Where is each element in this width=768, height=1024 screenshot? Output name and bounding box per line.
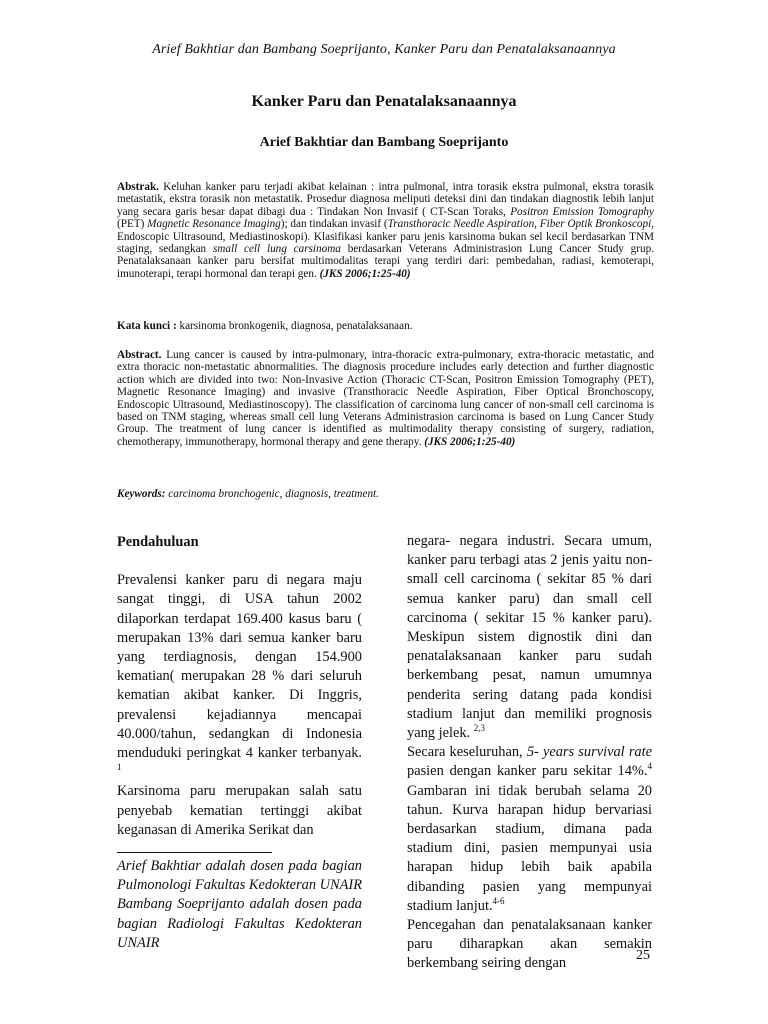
reference-marker: 4 (647, 761, 652, 772)
abstract-id-text: Endoscopic Ultrasound, Mediastinoskopi). Klasifikasi kanker paru jenis karsinoma bukan sel kecil berdasarkan TNM staging, sedangkan (117, 230, 654, 256)
left-column (117, 533, 362, 953)
running-head: Arief Bakhtiar dan Bambang Soeprijanto, Kanker Paru dan Penatalaksanaannya (152, 42, 616, 57)
footnote-author-1: Arief Bakhtiar adalah dosen pada bagian Pulmonologi Fakultas Kedokteran UNAIR (117, 858, 363, 894)
abstract-english (117, 349, 654, 448)
section-heading: Pendahuluan (117, 534, 199, 550)
keywords-en-label: Keywords: (117, 488, 166, 500)
paragraph-text: Secara keseluruhan, (407, 744, 527, 761)
right-column (407, 532, 652, 974)
keywords-indonesian (117, 320, 654, 332)
paragraph-text: Prevalensi kanker paru di negara maju sangat tinggi, di USA tahun 2002 dilaporkan terdapat 169.400 kasus baru ( merupakan 13% dari semua kanker baru yang terdiagnosis, dengan 154.900 kematian( merupakan 28 % dari seluruh kematian akibat kanker. Di Inggris, prevalensi kejadiannya mencapai 40.000/tahun, sedangkan di Indonesia menduduki peringkat 4 kanker terbanyak. (117, 572, 362, 762)
intro-paragraph-5: Pencegahan dan penatalaksanaan kanker paru diharapkan akan semakin berkembang seiring dengan (407, 917, 652, 972)
abstract-id-text: (PET) (117, 218, 148, 231)
keywords-english (117, 488, 654, 500)
intro-paragraph-4 (407, 743, 652, 916)
abstract-en-text: Lung cancer is caused by intra-pulmonary, intra-thoracic extra-pulmonary, extra-thoracic metastatic, and extra thoracic non-metastatic abnormalities. The diagnosis procedure includes early detection and further diagnostic action which are divided into two: Non-Invasive Action (Thoracic CT-Scan, Positron Emission Tomography (PET), Magnetic Resonance Imaging) and invasive (Transthoracic Needle Aspiration, Fiber Optical Bronchoscopy, Endoscopic Ultrasound, Mediastinoscopy). The classification of carcinoma lung cancer of non-small cell carcinoma is based on TNM staging, whereas small cell lung Veterans Administrasion carcinoma is based on Lung Cancer Study Group. The treatment of lung cancer is identified as multimodality therapy consisting of surgery, radiation, chemotherapy, immunotherapy, hormonal therapy and gene therapy. (117, 349, 654, 448)
abstract-en-citation: (JKS 2006;1:25-40) (424, 435, 516, 448)
paragraph-text: negara- negara industri. Secara umum, kanker paru terbagi atas 2 jenis yaitu non-small cell carcinoma ( sekitar 85 % dari semua kanker paru) dan small cell carcinoma ( sekitar 15 % kanker paru). Meskipun sistem dignostik dini dan penatalaksanaan kanker paru sudah berkembang pesat, namun umumnya penderita sering datang pada kondisi stadium lanjut dan memiliki prognosis yang jelek. (407, 533, 652, 742)
abstract-id-text: berdasarkan Veterans Administrasion Lung Cancer Study grup. Penatalaksanaan kanker paru bersifat multimodalitas terapi yang terdiri dari: pembedahan, radiasi, kemoterapi, imunoterapi, terapi hormonal dan terapi gen. (117, 243, 654, 280)
paragraph-italic: 5- years survival rate (526, 744, 653, 761)
intro-paragraph-1 (117, 571, 362, 782)
abstract-id-text: Keluhan kanker paru terjadi akibat kelainan : intra pulmonal, intra torasik ekstra pulmonal, ekstra torasik metastatik, ekstra torasik non metastatik. Prosedur diagnosa meliputi deteksi dini dan tindakan diagnostik lebih lanjut yang secara garis besar dapat dibagi dua : Tindakan Non Invasif ( CT-Scan Toraks, (117, 181, 654, 218)
paragraph-text: pasien dengan kanker paru sekitar 14%. (407, 763, 648, 780)
reference-marker: 2,3 (473, 723, 485, 734)
keywords-id-text: karsinoma bronkogenik, diagnosa, penatalaksanaan. (176, 320, 413, 332)
abstract-id-italic: Fiber Optik Bronkoscopi, (539, 218, 655, 231)
article-authors: Arief Bakhtiar dan Bambang Soeprijanto (259, 135, 509, 150)
page-number: 25 (636, 948, 650, 963)
abstract-id-text: , (534, 218, 540, 231)
abstract-id-italic: Magnetic Resonance Imaging (147, 218, 281, 231)
reference-marker: 1 (117, 762, 122, 773)
abstract-id-text: ); dan tindakan invasif ( (280, 218, 388, 231)
intro-paragraph-2: Karsinoma paru merupakan salah satu penyebab kematian tertinggi akibat keganasan di Amerika Serikat dan (117, 783, 362, 838)
abstract-indonesian (117, 181, 654, 280)
abstract-id-citation: (JKS 2006;1:25-40) (319, 267, 411, 280)
abstract-id-italic: Positron Emission Tomography (510, 205, 654, 218)
footnote-author-2: Bambang Soeprijanto adalah dosen pada bagian Radiologi Fakultas Kedokteran UNAIR (117, 896, 362, 951)
intro-paragraph-3 (407, 532, 652, 743)
footnote-divider (117, 852, 272, 853)
reference-marker: 4-6 (492, 896, 505, 907)
abstract-id-italic: Transthoracic Needle Aspiration (387, 218, 535, 231)
paragraph-text: Gambaran ini tidak berubah selama 20 tahun. Kurva harapan hidup bervariasi berdasarkan stadium, dimana pada stadium dini, pasien mempunyai usia harapan hidup lebih baik apabila dibanding pasien yang mempunyai stadium lanjut. (407, 782, 652, 914)
keywords-id-label: Kata kunci : (117, 320, 177, 332)
abstract-id-label: Abstrak. (117, 181, 159, 193)
keywords-en-text: carcinoma bronchogenic, diagnosis, treatment. (165, 488, 379, 500)
abstract-id-italic: small cell lung carsinoma (212, 243, 341, 256)
abstract-en-label: Abstract. (117, 349, 162, 361)
article-title: Kanker Paru dan Penatalaksanaannya (251, 93, 517, 110)
